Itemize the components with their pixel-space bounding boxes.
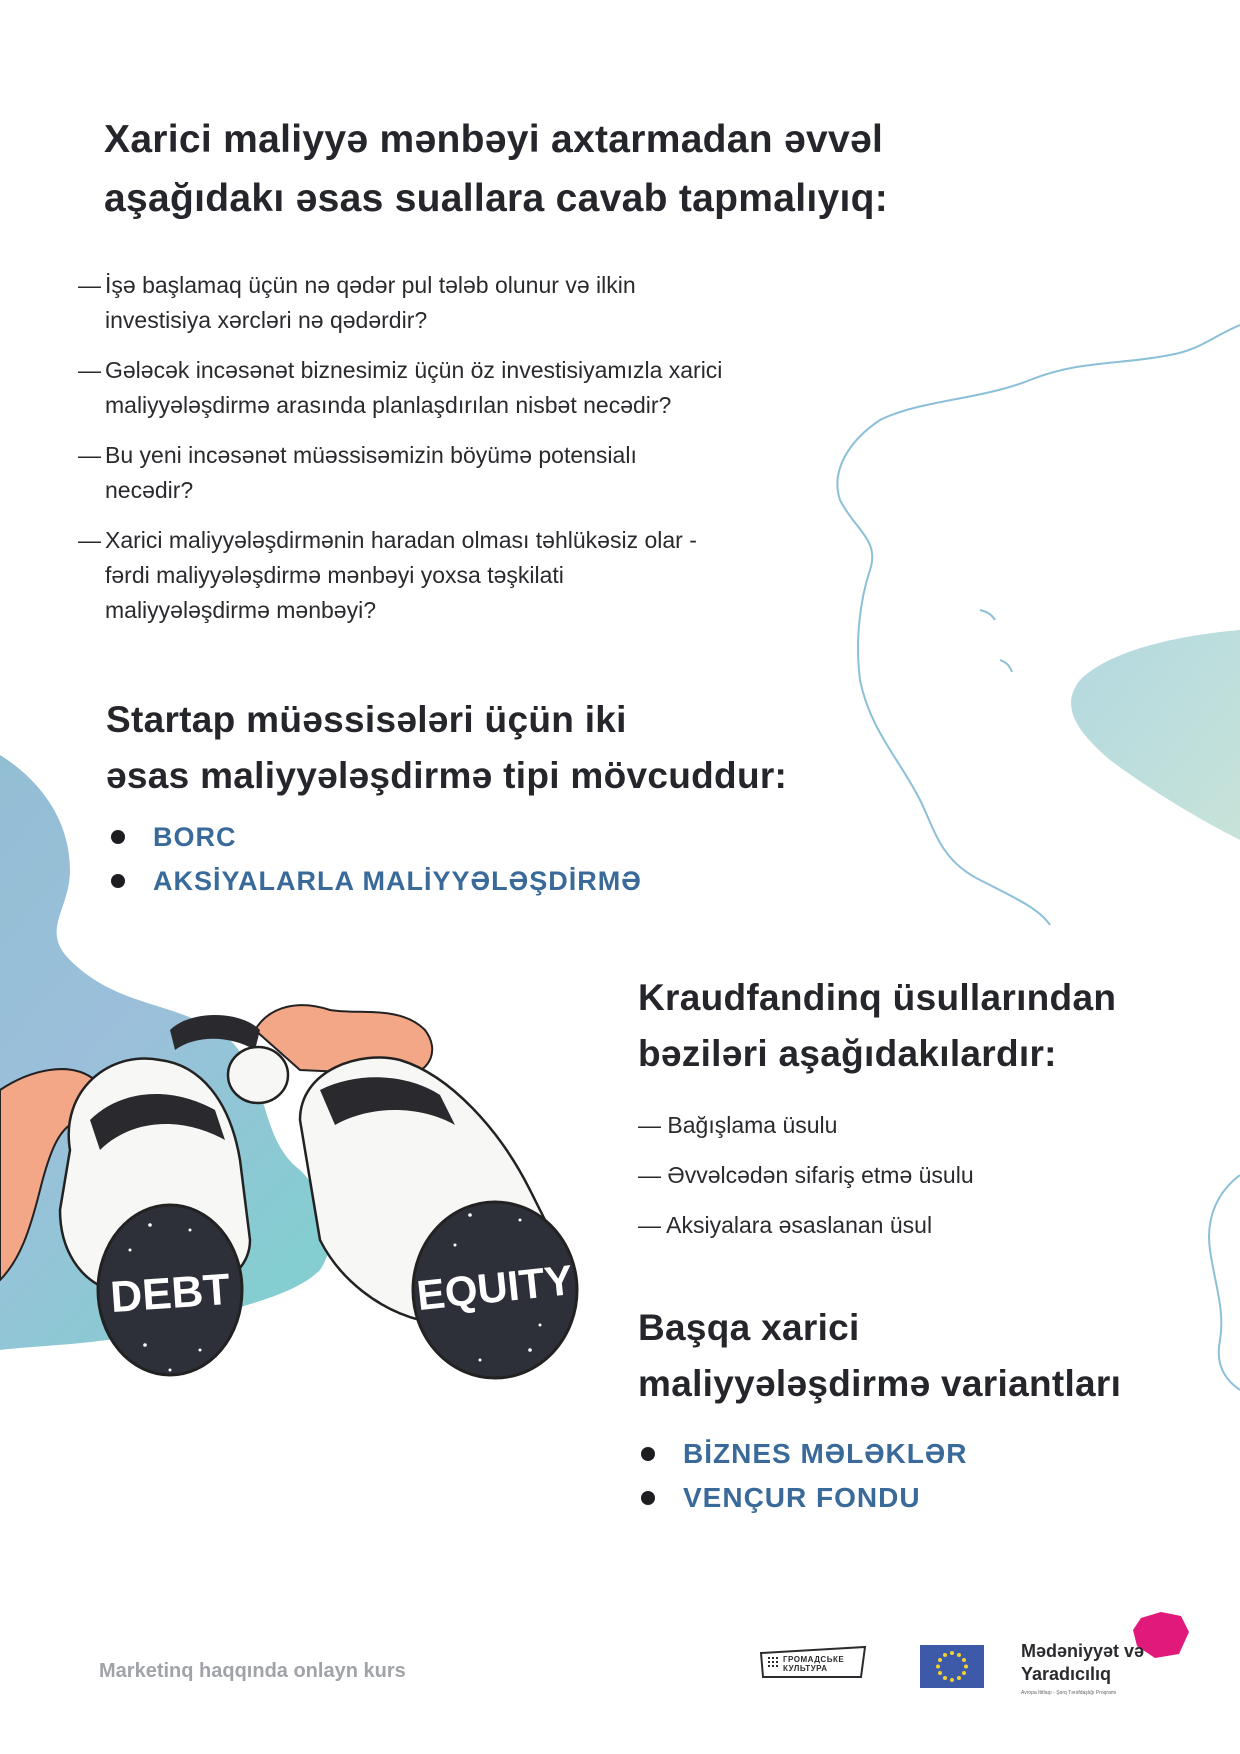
funding-type-borc: BORC [109, 815, 642, 859]
question-line: investisiya xərcləri nə qədərdir? [105, 307, 428, 333]
crowdfunding-heading [638, 970, 1116, 1082]
medeniyyet-logo-line1: Mədəniyyət və [1021, 1641, 1145, 1661]
questions-list [78, 268, 798, 643]
hromadske-logo-line1: ГРОМАДСЬКЕ [783, 1655, 845, 1664]
dash: — [78, 272, 101, 298]
main-heading-line1: Xarici maliyyə mənbəyi axtarmadan əvvəl [104, 118, 884, 161]
funding-type-equity: AKSİYALARLA MALİYYƏLƏŞDİRMƏ [109, 859, 642, 903]
dash: — [78, 442, 101, 468]
contour-line-2 [980, 610, 995, 620]
dash: — [638, 1162, 661, 1188]
focus-knob [228, 1047, 288, 1103]
startup-heading [106, 692, 787, 804]
top-band [170, 1015, 260, 1050]
medeniyyet-logo [1021, 1640, 1144, 1686]
other-option-business-angels: BİZNES MƏLƏKLƏR [639, 1432, 967, 1476]
eu-flag-icon [920, 1645, 984, 1688]
question-line: maliyyələşdirmə arasında planlaşdırılan nisbət necədir? [105, 392, 672, 418]
medeniyyet-logo-line2: Yaradıcılıq [1021, 1664, 1112, 1684]
question-line: necədir? [105, 477, 194, 503]
question-item [78, 353, 798, 423]
contour-line-3 [1000, 660, 1012, 672]
crowdfunding-methods-list [638, 1100, 974, 1250]
contour-line-4 [1209, 1175, 1240, 1390]
watercolor-right [1071, 630, 1240, 840]
right-lens-text: EQUITY [414, 1255, 575, 1320]
crowdfunding-method-label: Bağışlama üsulu [667, 1112, 838, 1138]
startup-heading-line1: Startap müəssisələri üçün iki [106, 699, 627, 740]
other-option-venture-fund: VENÇUR FONDU [639, 1476, 967, 1520]
other-options-heading-line1: Başqa xarici [638, 1307, 860, 1348]
medeniyyet-logo-subtitle: Avropa İttifaqı - Şərq Tərəfdaşlığı Proqramı [1021, 1690, 1117, 1696]
question-line: İşə başlamaq üçün nə qədər pul tələb olunur və ilkin [105, 272, 636, 298]
contour-line [837, 325, 1240, 925]
crowdfunding-heading-line2: bəziləri aşağıdakılardır: [638, 1033, 1057, 1074]
question-line: fərdi maliyyələşdirmə mənbəyi yoxsa təşkilati [105, 562, 564, 588]
main-heading [104, 110, 888, 228]
binoculars-illustration [0, 990, 620, 1410]
crowdfunding-method-label: Əvvəlcədən sifariş etmə üsulu [667, 1162, 974, 1188]
hromadske-logo-line2: КУЛЬТУРА [783, 1664, 828, 1673]
dash: — [638, 1112, 661, 1138]
funding-types-list [109, 815, 642, 903]
question-item [78, 523, 798, 628]
other-options-heading [638, 1300, 1121, 1412]
crowdfunding-method-item [638, 1150, 974, 1200]
eu-stars-icon [920, 1645, 984, 1688]
other-options-list [639, 1432, 967, 1520]
question-line: maliyyələşdirmə mənbəyi? [105, 597, 376, 623]
left-lens-text: DEBT [108, 1264, 232, 1323]
other-options-heading-line2: maliyyələşdirmə variantları [638, 1363, 1122, 1404]
dash: — [78, 527, 101, 553]
question-line: Xarici maliyyələşdirmənin haradan olması təhlükəsiz olar - [105, 527, 697, 553]
main-heading-line2: aşağıdakı əsas suallara cavab tapmalıyıq: [104, 177, 889, 220]
question-line: Bu yeni incəsənət müəssisəmizin böyümə potensialı [105, 442, 637, 468]
hromadske-kultura-logo [759, 1645, 869, 1679]
question-line: Gələcək incəsənət biznesimiz üçün öz investisiyamızla xarici [105, 357, 723, 383]
startup-heading-line2: əsas maliyyələşdirmə tipi mövcuddur: [106, 755, 788, 796]
course-title: Marketinq haqqında onlayn kurs [99, 1660, 406, 1682]
crowdfunding-method-item [638, 1200, 974, 1250]
question-item [78, 268, 798, 338]
crowdfunding-method-label: Aksiyalara əsaslanan üsul [666, 1212, 933, 1238]
crowdfunding-method-item [638, 1100, 974, 1150]
dash: — [78, 357, 101, 383]
question-item [78, 438, 798, 508]
dash: — [638, 1212, 661, 1238]
crowdfunding-heading-line1: Kraudfandinq üsullarından [638, 977, 1117, 1018]
